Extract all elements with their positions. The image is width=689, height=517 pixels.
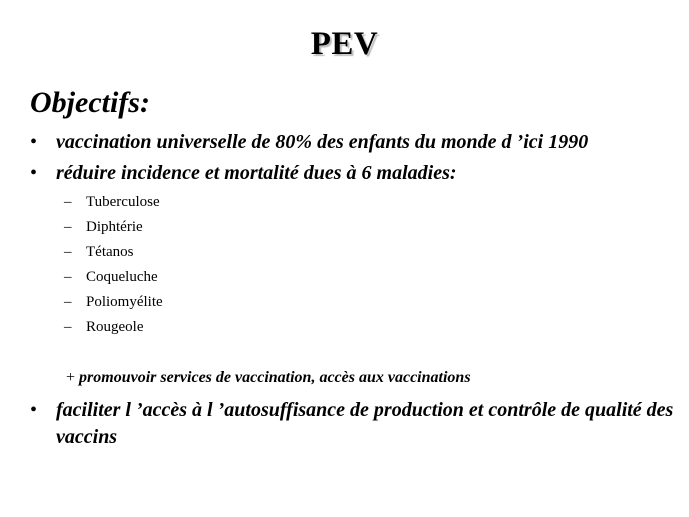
disease-item xyxy=(64,218,143,236)
slide-title: PEV xyxy=(310,26,379,62)
disease-item xyxy=(64,293,163,311)
bullet-icon: • xyxy=(30,162,38,184)
plus-note xyxy=(66,369,471,387)
bullet-item-reduce-incidence xyxy=(30,160,676,187)
bullet-icon: • xyxy=(30,131,38,153)
disease-label: Tétanos xyxy=(86,244,134,260)
objectives-heading: Objectifs: xyxy=(30,86,150,119)
disease-item xyxy=(64,268,158,286)
bullet-text: vaccination universelle de 80% des enfants du monde d ’ici 1990 xyxy=(56,131,589,153)
bullet-text: faciliter l ’accès à l ’autosuffisance de production et contrôle de qualité des vaccins xyxy=(56,399,674,448)
disease-label: Poliomyélite xyxy=(86,294,163,310)
dash-icon: – xyxy=(64,194,72,210)
disease-label: Rougeole xyxy=(86,319,144,335)
disease-item xyxy=(64,318,144,336)
bullet-item-universal-vaccination xyxy=(30,129,676,156)
bullet-icon: • xyxy=(30,399,38,421)
bullet-text: réduire incidence et mortalité dues à 6 maladies: xyxy=(56,162,457,184)
disease-label: Coqueluche xyxy=(86,269,158,285)
dash-icon: – xyxy=(64,294,72,310)
disease-item xyxy=(64,193,160,211)
dash-icon: – xyxy=(64,244,72,260)
dash-icon: – xyxy=(64,319,72,335)
disease-item xyxy=(64,243,133,261)
disease-label: Diphtérie xyxy=(86,219,143,235)
dash-icon: – xyxy=(64,219,72,235)
plus-note-text: promouvoir services de vaccination, accès aux vaccinations xyxy=(79,369,471,386)
bullet-item-self-sufficiency xyxy=(30,397,676,451)
dash-icon: – xyxy=(64,269,72,285)
disease-label: Tuberculose xyxy=(86,194,160,210)
plus-icon: + xyxy=(66,369,76,386)
